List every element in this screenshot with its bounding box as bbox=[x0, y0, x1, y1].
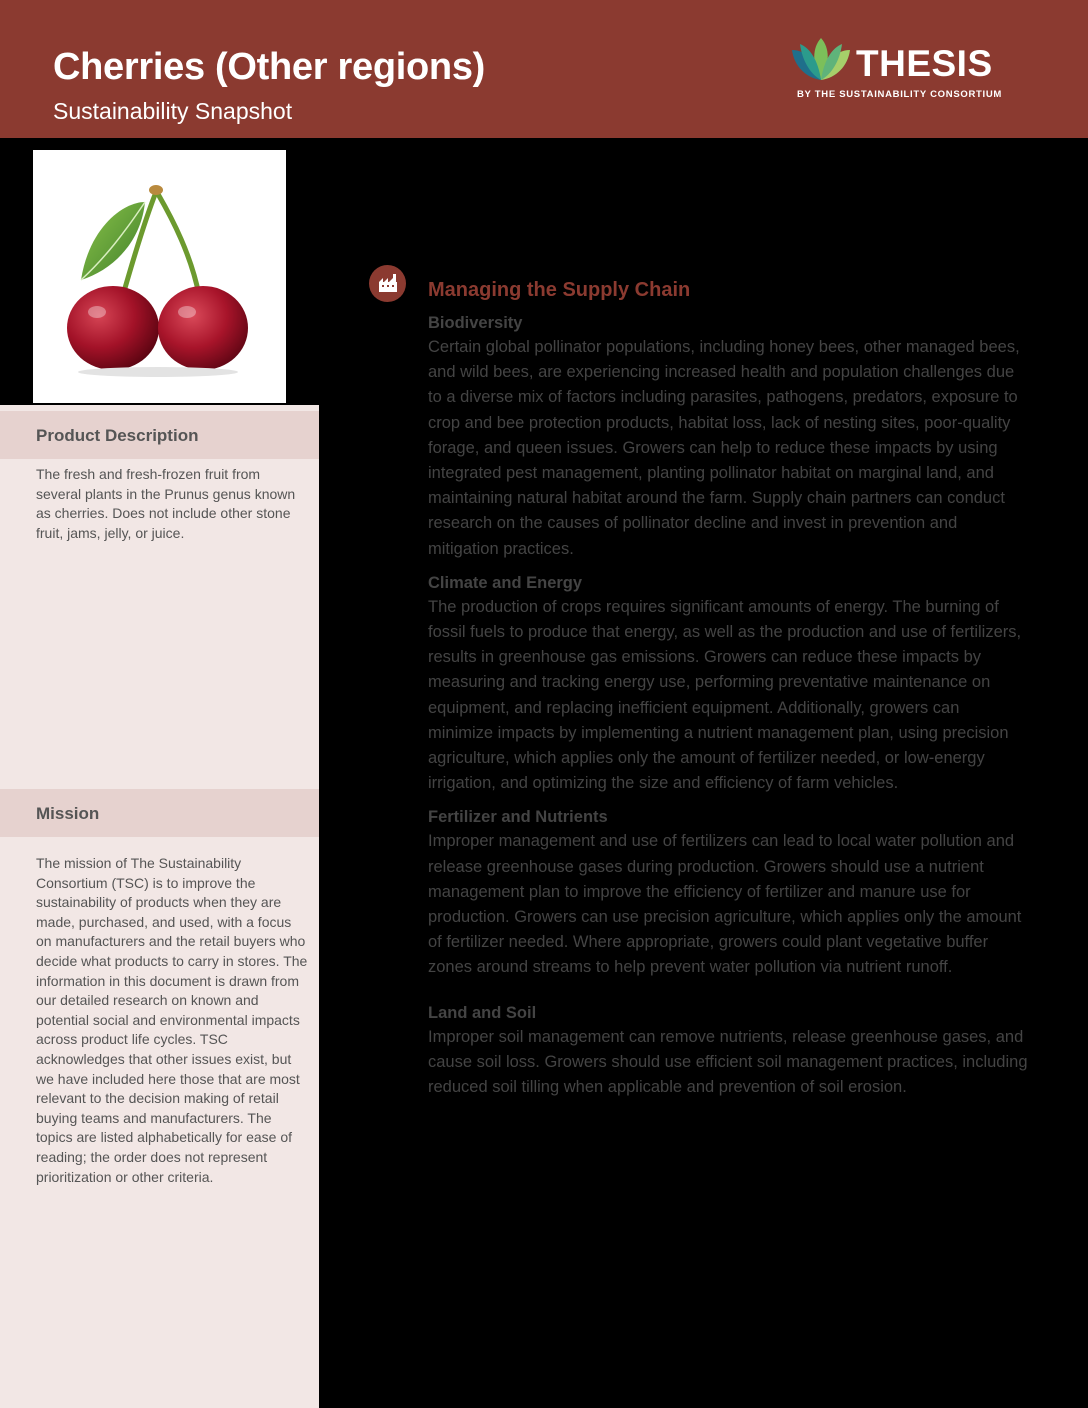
page-title: Cherries (Other regions) bbox=[53, 46, 486, 88]
topic-body: The production of crops requires significant amounts of energy. The burning of fossil fuels to produce that energy, as well as the production and use of fertilizers, results in greenhouse gas emissions. Growers can reduce these impacts by measuring and tracking energy use, performing preventative maintenance on equipment, and replacing inefficient equipment. Additionally, growers can minimize impacts by implementing a nutrient management plan, using precision agriculture, which applies only the amount of fertilizer needed, or low-energy irrigation, and optimizing the size and efficiency of farm vehicles. bbox=[428, 597, 1022, 793]
topic-body: Improper management and use of fertilizers can lead to local water pollution and release greenhouse gases during production. Growers should use a nutrient management plan to improve the efficiency of fertilizer and manure use for production. Growers can use precision agriculture, which applies only the amount of fertilizer needed. Where appropriate, growers could plant vegetative buffer zones around streams to help prevent water pollution via nutrient runoff. bbox=[428, 832, 1022, 977]
thesis-logo bbox=[790, 34, 1030, 104]
product-description-heading bbox=[0, 411, 319, 459]
topic-heading: Biodiversity bbox=[428, 314, 523, 332]
cherries-photo bbox=[33, 150, 286, 403]
section-title: Managing the Supply Chain bbox=[428, 279, 691, 301]
mission-heading-text: Mission bbox=[36, 804, 100, 823]
sidebar bbox=[0, 405, 319, 1408]
logo-wordmark: THESIS bbox=[856, 43, 993, 84]
product-image bbox=[33, 150, 286, 403]
mission-text: The mission of The Sustainability Consortium (TSC) is to improve the sustainability of products when they are made, purchased, and used, with a focus on manufacturers and the retail buyers who decide what products to carry in stores. The information in this document is drawn from our detailed research on known and potential social and environmental impacts across product life cycles. TSC acknowledges that other issues exist, but we have included here those that are most relevant to the decision making of retail buying teams and manufacturers. The topics are listed alphabetically for ease of reading; the order does not represent prioritization or other criteria. bbox=[36, 855, 308, 1185]
lotus-logo-icon bbox=[790, 34, 852, 84]
product-description-heading-text: Product Description bbox=[36, 426, 199, 445]
product-description-text: The fresh and fresh-frozen fruit from several plants in the Prunus genus known as cherries. Does not include other stone fruit, jams, jelly, or juice. bbox=[36, 466, 296, 541]
header-banner bbox=[0, 0, 1088, 138]
topic-heading: Land and Soil bbox=[428, 1003, 537, 1022]
logo-tagline: BY THE SUSTAINABILITY CONSORTIUM bbox=[797, 89, 1003, 100]
topic-heading: Climate and Energy bbox=[428, 573, 583, 592]
topic-fertilizer-nutrients bbox=[428, 805, 1028, 980]
page-subtitle: Sustainability Snapshot bbox=[53, 98, 293, 124]
topic-climate-energy bbox=[428, 571, 1028, 797]
mission-heading bbox=[0, 789, 319, 837]
topic-body: Improper soil management can remove nutrients, release greenhouse gases, and cause soil loss. Growers should use efficient soil management practices, including reduced soil tilling when applicable and prevention of soil erosion. bbox=[428, 1027, 1028, 1097]
topic-land-soil bbox=[428, 1001, 1028, 1101]
factory-icon bbox=[369, 265, 406, 302]
main-content bbox=[428, 275, 1028, 1100]
topic-biodiversity bbox=[428, 311, 1028, 562]
topic-heading: Fertilizer and Nutrients bbox=[428, 808, 608, 827]
topic-body: Certain global pollinator populations, including honey bees, other managed bees, and wild bees, are experiencing increased health and population challenges due to a diverse mix of factors including parasites, pathogens, predators, exposure to crop and bee protection products, habitat loss, lack of nesting sites, poor-quality forage, and queen issues. Growers can help to reduce these impacts by using integrated pest management, planting pollinator habitat on marginal land, and maintaining natural habitat around the farm. Supply chain partners can conduct research on the causes of pollinator decline and invest in prevention and mitigation practices. bbox=[428, 338, 1020, 558]
